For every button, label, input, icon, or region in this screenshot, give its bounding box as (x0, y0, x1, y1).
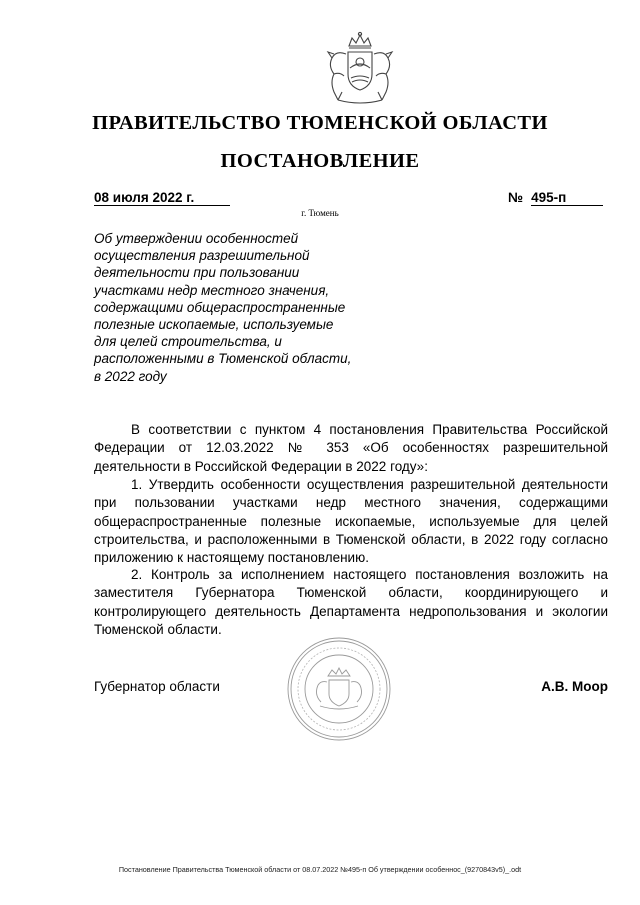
subject-line: для целей строительства, и (94, 334, 282, 350)
number-value: 495-п (531, 190, 603, 206)
subject-line: в 2022 году (94, 368, 167, 384)
subject-line: расположенными в Тюменской области, (94, 351, 352, 367)
clause-1-paragraph: 1. Утвердить особенности осуществления разрешительной деятельности при пользовании участками недр местного значения, содержащими общераспространенные полезные ископаемые, используемые для целей строительства, и расположенными в Тюменской области, в 2022 году согласно приложению к настоящему постановлению. (94, 477, 608, 566)
subject-line: Об утверждении особенностей (94, 231, 299, 246)
signatory-position: Губернатор области (94, 679, 220, 694)
preamble-paragraph: В соответствии с пунктом 4 постановления Правительства Российской Федерации от 12.03.2022 № 353 «Об особенностях разрешительной деятельности в Российской Федерации в 2022 году»: (94, 422, 608, 474)
subject-line: участками недр местного значения, (94, 282, 330, 298)
subject-line: осуществления разрешительной (94, 248, 310, 264)
subject-line: полезные ископаемые, используемые (94, 317, 334, 333)
document-number (508, 190, 603, 206)
subject-line: деятельности при пользовании (94, 265, 300, 281)
seal-icon (286, 636, 392, 742)
city-label: г. Тюмень (301, 208, 339, 218)
subject-line: содержащими общераспространенные (94, 299, 346, 315)
government-title: ПРАВИТЕЛЬСТВО ТЮМЕНСКОЙ ОБЛАСТИ (92, 112, 548, 134)
document-type-title: ПОСТАНОВЛЕНИЕ (220, 150, 420, 172)
signatory-name: А.В. Моор (541, 679, 608, 694)
clause-2-paragraph: 2. Контроль за исполнением настоящего постановления возложить на заместителя Губернатора Тюменской области, координирующего и контролирующего деятельность Департамента недропользования и экологии Тюменской области. (94, 567, 608, 637)
document-subject (94, 230, 384, 385)
document-date: 08 июля 2022 г. (94, 190, 230, 206)
coat-of-arms-icon (318, 30, 402, 106)
file-footer: Постановление Правительства Тюменской области от 08.07.2022 №495-п Об утверждении особеннос_(9270843v5)_.odt (118, 865, 522, 874)
number-label: № (508, 190, 524, 205)
